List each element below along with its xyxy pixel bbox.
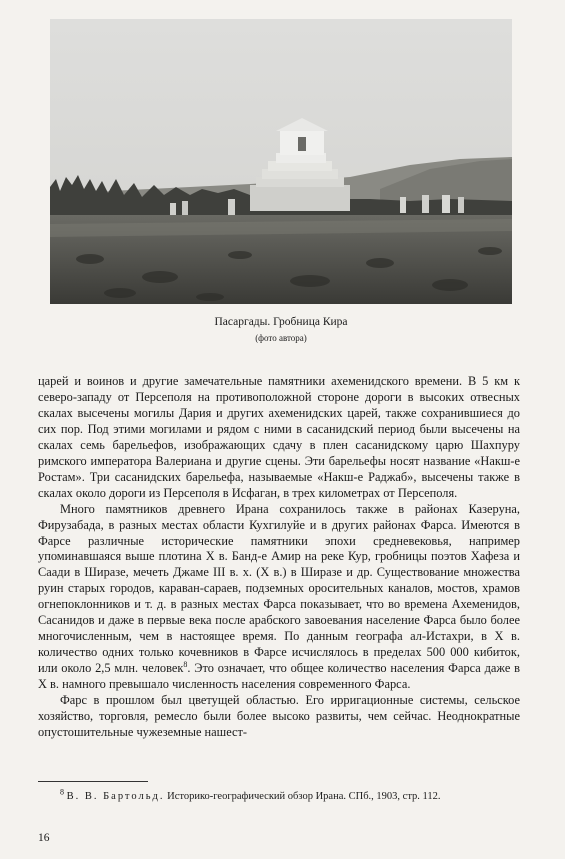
footnote-number: 8 (60, 787, 64, 797)
photo-image (50, 19, 512, 304)
footnote-author: В. В. Бартольд. (66, 791, 165, 802)
body-text (38, 374, 520, 741)
footnote-divider (38, 781, 148, 782)
photo-credit: (фото автора) (255, 333, 307, 343)
paragraph-2-tail: . Это означает, что общее количество населения Фарса даже в X в. намного превышало численность населения современного Фарса. (38, 661, 520, 692)
photo-caption: Пасаргады. Гробница Кира (214, 316, 348, 328)
photo-tomb-of-cyrus (50, 19, 512, 304)
paragraph-3: Фарс в прошлом был цветущей областью. Его ирригационные системы, сельское хозяйство, торговля, ремесло были более высоко развиты, чем сейчас. Неоднократные опустошительные чужеземные нашест- (38, 693, 520, 739)
footnote (38, 787, 520, 804)
paragraph-1: царей и воинов и другие замечательные памятники ахеменидского времени. В 5 км к северо-западу от Персеполя на противоположной стороне дороги в высоких отвесных скалах высечены могилы Дария и других ахеменидских царей, также сохранившиеся до сих пор. Под этими могилами и рядом с ними в сасанидский период были высечены на скалах семь барельефов, изображающих сдачу в плен сасанидскому царю Шахпуру римского императора Валериана и другие сцены. Эти барельефы носят название «Накш-е Ростам». Три сасанидских барельефа, называемые «Накш-е Раджаб», высечены также в скалах около дороги из Персеполя в Исфаган, в трех километрах от Персеполя. (38, 374, 520, 500)
page-number: 16 (38, 832, 50, 844)
footnote-text: Историко-географический обзор Ирана. СПб., 1903, стр. 112. (164, 791, 441, 802)
footnote-reference: 8 (183, 660, 188, 670)
paragraph-2-main: Много памятников древнего Ирана сохранилось также в районах Казеруна, Фирузабада, в разных местах области Кухгилуйе и в других районах Фарса. Имеются в Фарсе различные исторические памятники эпохи средневековья, например упоминавшаяся выше плотина X в. Банд-е Амир на реке Кур, гробницы поэтов Хафеза и Саади в Ширазе, мечеть Джаме III в. х. (X в.) в Ширазе и др. Существование множества руин старых городов, караван-сараев, подземных оросительных каналов, мостов, храмов огнепоклонников и т. д. в разных местах Фарса показывает, что во времена Ахеменидов, Сасанидов и даже в первые века после арабского завоевания население Фарса было более многочисленным, чем в настоящее время. По данным географа ал-Истахри, в X в. количество одних только кочевников в Фарсе исчислялось в пределах 500 000 кибиток, или около 2,5 млн. человек (38, 501, 520, 676)
paragraph-2 (38, 502, 520, 693)
